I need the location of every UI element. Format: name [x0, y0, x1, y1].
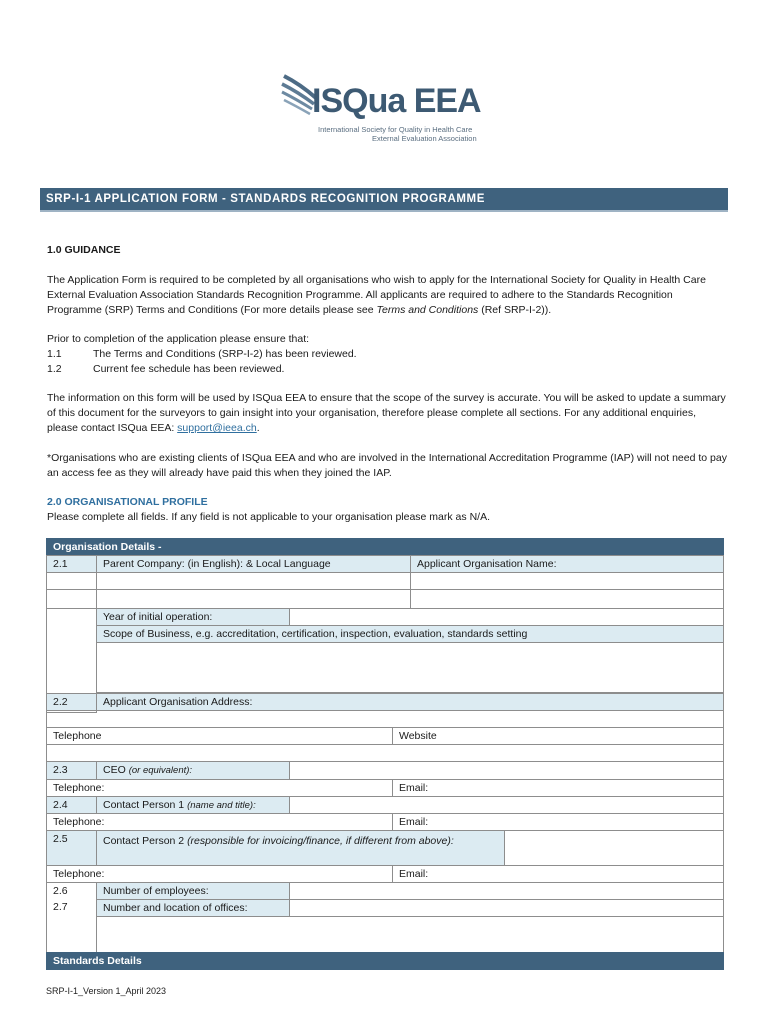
year-label: Year of initial operation:: [96, 608, 290, 626]
section-number: 2.3: [46, 761, 97, 780]
employees-field[interactable]: [289, 882, 724, 900]
local-language-field[interactable]: [96, 589, 411, 609]
guidance-paragraph-2: The information on this form will be used by ISQua EEA to ensure that the scope of the survey is accurate. You will be asked to update a summary of this document for the surveyors to gain insight into your organisation, therefore please complete all sections. For any additional enquiries, please contact ISQua EEA: support@ieea.ch.: [47, 392, 726, 434]
empty-cell: [46, 572, 97, 590]
section-number: 2.2: [46, 693, 97, 711]
offices-field[interactable]: [289, 899, 724, 917]
address-label: Applicant Organisation Address:: [96, 693, 724, 711]
contact1-label: Contact Person 1 (name and title):: [96, 796, 290, 814]
contact1-telephone[interactable]: Telephone:: [46, 813, 393, 831]
ceo-email[interactable]: Email:: [392, 779, 724, 797]
telephone-label: Telephone: [46, 727, 393, 745]
form-title-banner: SRP-I-1 APPLICATION FORM - STANDARDS RECOGNITION PROGRAMME: [40, 188, 728, 212]
prior-text: Prior to completion of the application please ensure that:: [47, 333, 310, 345]
logo-wordmark: ISQua EEA: [312, 82, 481, 120]
ceo-telephone[interactable]: Telephone:: [46, 779, 393, 797]
contact2-label: Contact Person 2 (responsible for invoicing/finance, if different from above):: [96, 830, 505, 866]
profile-heading: 2.0 ORGANISATIONAL PROFILE: [47, 496, 208, 508]
applicant-name-local-field[interactable]: [410, 589, 724, 609]
contact2-telephone[interactable]: Telephone:: [46, 865, 393, 883]
section-number: 2.1: [46, 555, 97, 573]
parent-company-label: Parent Company: (in English): & Local Language: [96, 555, 411, 573]
organisation-details-header: Organisation Details -: [46, 538, 724, 556]
contact1-email[interactable]: Email:: [392, 813, 724, 831]
section-number: 2.5: [46, 830, 97, 866]
applicant-name-label: Applicant Organisation Name:: [410, 555, 724, 573]
applicant-name-field[interactable]: [410, 572, 724, 590]
footer-version: SRP-I-1_Version 1_April 2023: [46, 986, 167, 996]
guidance-paragraph-1: The Application Form is required to be completed by all organisations who wish to apply for the International Society for Quality in Health Care External Evaluation Association Standards Recognition Programme. All applicants are required to adhere to the Standards Recognition Programme (SRP) Terms and Conditions (For more details please see Terms and Conditions (Ref SRP-I-2)).: [47, 274, 706, 316]
contact-field[interactable]: [46, 744, 724, 762]
guidance-paragraph-3: *Organisations who are existing clients of ISQua EEA and who are involved in the International Accreditation Programme (IAP) will not need to pay an access fee as they will already have paid this when they joined the IAP.: [47, 452, 727, 479]
list-item: 1.2 Current fee schedule has been reviewed.: [47, 363, 285, 375]
scope-field[interactable]: [96, 642, 724, 693]
contact2-email[interactable]: Email:: [392, 865, 724, 883]
list-item: 1.1 The Terms and Conditions (SRP-I-2) has been reviewed.: [47, 348, 357, 360]
section-number: 2.7: [46, 899, 97, 917]
guidance-heading: 1.0 GUIDANCE: [47, 244, 121, 256]
profile-instruction: Please complete all fields. If any field is not applicable to your organisation please mark as N/A.: [47, 511, 490, 523]
ceo-label: CEO (or equivalent):: [96, 761, 290, 780]
support-email-link[interactable]: support@ieea.ch: [177, 422, 257, 434]
employees-label: Number of employees:: [96, 882, 290, 900]
parent-company-field[interactable]: [96, 572, 411, 590]
section-number: 2.4: [46, 796, 97, 814]
year-field[interactable]: [289, 608, 724, 626]
contact1-field[interactable]: [289, 796, 724, 814]
logo-line-2: External Evaluation Association: [372, 134, 477, 143]
section-number: 2.6: [46, 882, 97, 900]
contact2-field[interactable]: [504, 830, 724, 866]
scope-label: Scope of Business, e.g. accreditation, certification, inspection, evaluation, standards setting: [96, 625, 724, 643]
offices-detail-field[interactable]: [96, 916, 724, 953]
address-field[interactable]: [46, 710, 724, 728]
website-label: Website: [392, 727, 724, 745]
isqua-eea-logo: [276, 64, 496, 144]
ceo-field[interactable]: [289, 761, 724, 780]
logo-line-1: International Society for Quality in Health Care: [318, 125, 473, 134]
empty-cell: [46, 589, 97, 609]
offices-label: Number and location of offices:: [96, 899, 290, 917]
standards-details-header: Standards Details: [46, 952, 724, 970]
